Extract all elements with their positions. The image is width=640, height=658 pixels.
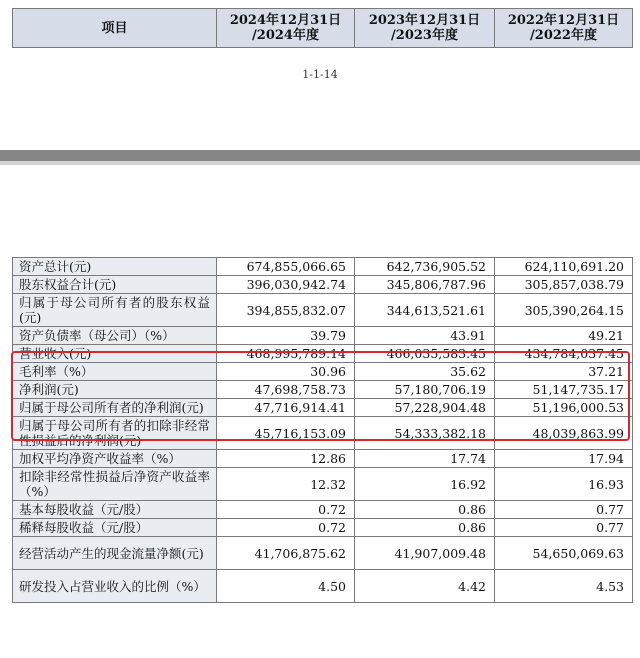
value-2024: 47,698,758.73 <box>217 381 355 399</box>
header-col-2022-line1: 2022年12月31日 <box>507 13 620 28</box>
value-2024: 4.50 <box>217 570 355 603</box>
value-2022: 16.93 <box>495 468 633 501</box>
value-2023: 0.86 <box>355 519 495 537</box>
value-2022: 49.21 <box>495 327 633 345</box>
value-2022: 54,650,069.63 <box>495 537 633 570</box>
page-gap-band <box>0 150 640 161</box>
table-row <box>13 381 633 399</box>
table-row <box>13 294 633 327</box>
table-row <box>13 519 633 537</box>
value-2022: 51,147,735.17 <box>495 381 633 399</box>
page-gap-shadow <box>0 161 640 165</box>
value-2022: 48,039,863.99 <box>495 417 633 450</box>
value-2023: 0.86 <box>355 501 495 519</box>
row-label: 归属于母公司所有者的股东权益(元) <box>13 294 217 327</box>
table-row <box>13 450 633 468</box>
row-label: 扣除非经常性损益后净资产收益率（%） <box>13 468 217 501</box>
page-number: 1-1-14 <box>302 68 338 81</box>
value-2023: 344,613,521.61 <box>355 294 495 327</box>
value-2023: 642,736,905.52 <box>355 258 495 276</box>
value-2023: 57,228,904.48 <box>355 399 495 417</box>
value-2022: 0.77 <box>495 519 633 537</box>
value-2023: 54,333,382.18 <box>355 417 495 450</box>
value-2024: 674,855,066.65 <box>217 258 355 276</box>
value-2024: 396,030,942.74 <box>217 276 355 294</box>
table-row <box>13 537 633 570</box>
value-2023: 41,907,009.48 <box>355 537 495 570</box>
row-label: 归属于母公司所有者的扣除非经常性损益后的净利润(元) <box>13 417 217 450</box>
row-label: 毛利率（%） <box>13 363 217 381</box>
value-2022: 434,784,037.45 <box>495 345 633 363</box>
value-2024: 39.79 <box>217 327 355 345</box>
value-2022: 4.53 <box>495 570 633 603</box>
value-2024: 47,716,914.41 <box>217 399 355 417</box>
header-col-2023-line2: /2023年度 <box>391 28 458 43</box>
row-label: 净利润(元) <box>13 381 217 399</box>
value-2022: 37.21 <box>495 363 633 381</box>
value-2022: 305,857,038.79 <box>495 276 633 294</box>
header-col-2024-line1: 2024年12月31日 <box>229 13 342 28</box>
value-2023: 4.42 <box>355 570 495 603</box>
row-label: 股东权益合计(元) <box>13 276 217 294</box>
financial-table <box>12 257 633 603</box>
header-col-2024 <box>217 9 355 48</box>
value-2023: 17.74 <box>355 450 495 468</box>
row-label: 营业收入(元) <box>13 345 217 363</box>
table-row <box>13 501 633 519</box>
value-2024: 0.72 <box>217 501 355 519</box>
value-2024: 12.86 <box>217 450 355 468</box>
table-row <box>13 399 633 417</box>
row-label: 加权平均净资产收益率（%） <box>13 450 217 468</box>
row-label: 经营活动产生的现金流量净额(元) <box>13 537 217 570</box>
header-col-2022 <box>495 9 633 48</box>
value-2022: 51,196,000.53 <box>495 399 633 417</box>
table-row <box>13 570 633 603</box>
table-row <box>13 345 633 363</box>
value-2024: 45,716,153.09 <box>217 417 355 450</box>
row-label: 资产总计(元) <box>13 258 217 276</box>
table-row <box>13 417 633 450</box>
value-2024: 12.32 <box>217 468 355 501</box>
row-label: 研发投入占营业收入的比例（%） <box>13 570 217 603</box>
value-2023: 35.62 <box>355 363 495 381</box>
table-row <box>13 258 633 276</box>
header-row <box>13 9 633 48</box>
value-2024: 394,855,832.07 <box>217 294 355 327</box>
value-2024: 468,995,789.14 <box>217 345 355 363</box>
value-2024: 0.72 <box>217 519 355 537</box>
row-label: 归属于母公司所有者的净利润(元) <box>13 399 217 417</box>
value-2022: 0.77 <box>495 501 633 519</box>
value-2024: 41,706,875.62 <box>217 537 355 570</box>
table-row <box>13 327 633 345</box>
header-col-2023 <box>355 9 495 48</box>
value-2024: 30.96 <box>217 363 355 381</box>
header-table <box>12 8 633 48</box>
header-item: 项目 <box>13 9 217 48</box>
value-2023: 466,035,583.45 <box>355 345 495 363</box>
value-2023: 57,180,706.19 <box>355 381 495 399</box>
value-2022: 305,390,264.15 <box>495 294 633 327</box>
header-col-2024-line2: /2024年度 <box>252 28 319 43</box>
row-label: 资产负债率（母公司）（%） <box>13 327 217 345</box>
row-label: 基本每股收益（元/股） <box>13 501 217 519</box>
row-label: 稀释每股收益（元/股） <box>13 519 217 537</box>
table-row <box>13 276 633 294</box>
value-2023: 43.91 <box>355 327 495 345</box>
value-2023: 16.92 <box>355 468 495 501</box>
value-2022: 17.94 <box>495 450 633 468</box>
value-2023: 345,806,787.96 <box>355 276 495 294</box>
table-row <box>13 468 633 501</box>
header-col-2023-line1: 2023年12月31日 <box>368 13 481 28</box>
header-col-2022-line2: /2022年度 <box>530 28 597 43</box>
value-2022: 624,110,691.20 <box>495 258 633 276</box>
table-row <box>13 363 633 381</box>
